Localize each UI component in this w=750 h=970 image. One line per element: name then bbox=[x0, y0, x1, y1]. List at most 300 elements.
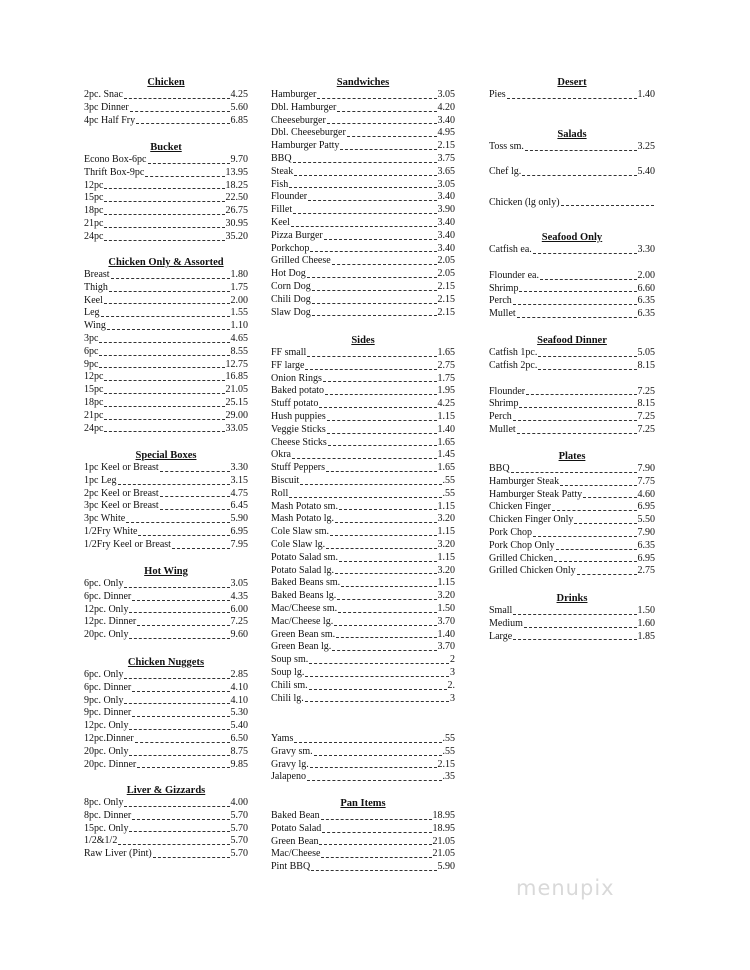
item-price: 1.65 bbox=[437, 436, 455, 448]
leader-dashes bbox=[326, 471, 437, 472]
item-price: 3.30 bbox=[230, 462, 248, 473]
leader-dashes bbox=[289, 187, 436, 188]
leader-dashes bbox=[540, 279, 637, 280]
leader-dashes bbox=[135, 742, 230, 743]
leader-dashes bbox=[325, 394, 436, 395]
item-price: 5.40 bbox=[230, 720, 248, 732]
item-name: Dbl. Cheeseburger bbox=[271, 127, 346, 139]
item-price: 5.90 bbox=[230, 513, 248, 525]
menu-item bbox=[489, 463, 655, 476]
menu-item bbox=[271, 680, 455, 693]
item-name: BBQ bbox=[271, 152, 292, 164]
item-name: 6pc. Dinner bbox=[84, 681, 132, 693]
item-name: Cole Slaw sm. bbox=[271, 526, 330, 538]
section-title: Salads bbox=[557, 129, 587, 140]
section-title: Bucket bbox=[150, 142, 182, 153]
leader-dashes bbox=[327, 420, 437, 421]
leader-dashes bbox=[124, 587, 229, 588]
menu-item bbox=[84, 333, 248, 346]
leader-dashes bbox=[111, 278, 230, 279]
item-price: 1.60 bbox=[637, 617, 655, 629]
item-price: 33.05 bbox=[225, 422, 248, 434]
item-name: Veggie Sticks bbox=[271, 423, 326, 435]
menu-item bbox=[271, 268, 455, 281]
leader-dashes bbox=[332, 264, 437, 265]
menu-item bbox=[489, 308, 655, 321]
section-title: Plates bbox=[558, 451, 586, 462]
leader-dashes bbox=[522, 175, 636, 176]
leader-dashes bbox=[340, 149, 436, 150]
menu-item bbox=[489, 553, 655, 566]
leader-dashes bbox=[104, 380, 224, 381]
menu-item bbox=[489, 540, 655, 553]
item-name: 8pc. Only bbox=[84, 797, 124, 808]
item-name: Potato Salad lg. bbox=[271, 564, 335, 576]
item-price: 18.95 bbox=[432, 810, 455, 821]
item-name: 12pc.Dinner bbox=[84, 732, 134, 744]
leader-dashes bbox=[323, 381, 437, 382]
item-name: Hush puppies bbox=[271, 410, 326, 422]
item-price: 25.15 bbox=[225, 396, 248, 408]
leader-dashes bbox=[137, 767, 229, 768]
leader-dashes bbox=[289, 497, 441, 498]
menu-item bbox=[271, 437, 455, 450]
item-name: 6pc bbox=[84, 345, 99, 357]
leader-dashes bbox=[292, 458, 437, 459]
menu-item bbox=[84, 359, 248, 372]
leader-dashes bbox=[312, 315, 437, 316]
menu-item bbox=[489, 398, 655, 411]
item-name: Hamburger Steak Patty bbox=[489, 488, 583, 500]
menu-item bbox=[84, 695, 248, 708]
item-name: Okra bbox=[271, 449, 291, 461]
menu-item bbox=[489, 411, 655, 424]
item-name: 1/2Fry Keel or Breast bbox=[84, 538, 171, 550]
item-name: 18pc bbox=[84, 205, 104, 217]
menu-item bbox=[271, 526, 455, 539]
leader-dashes bbox=[552, 510, 637, 511]
leader-dashes bbox=[507, 98, 637, 99]
leader-dashes bbox=[130, 111, 230, 112]
item-name: Cheeseburger bbox=[271, 114, 326, 126]
item-price: 4.95 bbox=[437, 127, 455, 139]
menu-item bbox=[84, 307, 248, 320]
menu-item bbox=[271, 115, 455, 128]
menu-item bbox=[271, 243, 455, 256]
menu-item bbox=[84, 604, 248, 617]
item-price: 22.50 bbox=[225, 192, 248, 204]
menu-item bbox=[271, 398, 455, 411]
item-price: 1.75 bbox=[230, 281, 248, 293]
item-name: Thrift Box-9pc bbox=[84, 166, 145, 178]
leader-dashes bbox=[132, 716, 229, 717]
item-price: .35 bbox=[442, 771, 455, 783]
item-price: 1.75 bbox=[437, 372, 455, 384]
leader-dashes bbox=[132, 819, 229, 820]
item-price: 6.60 bbox=[637, 282, 655, 294]
section-title: Sides bbox=[351, 335, 375, 346]
item-price: 2.15 bbox=[437, 306, 455, 318]
menu-item bbox=[84, 669, 248, 682]
menu-item bbox=[271, 191, 455, 204]
item-name: Small bbox=[489, 605, 513, 616]
menu-item bbox=[84, 192, 248, 205]
leader-dashes bbox=[104, 431, 224, 432]
leader-dashes bbox=[321, 819, 432, 820]
item-name: Stuff Peppers bbox=[271, 462, 325, 474]
menu-item bbox=[84, 282, 248, 295]
item-price: 6.00 bbox=[230, 603, 248, 615]
item-price: 7.25 bbox=[230, 616, 248, 628]
item-price: 3.90 bbox=[437, 204, 455, 216]
menu-item bbox=[84, 89, 248, 102]
item-price: 1.55 bbox=[230, 307, 248, 319]
item-price: 4.20 bbox=[437, 101, 455, 113]
leader-dashes bbox=[307, 780, 442, 781]
menu-item bbox=[271, 217, 455, 230]
leader-dashes bbox=[145, 176, 224, 177]
item-price: 5.70 bbox=[230, 809, 248, 821]
menu-section bbox=[489, 76, 655, 102]
leader-dashes bbox=[319, 844, 431, 845]
menu-item bbox=[271, 552, 455, 565]
item-name: Chili sm. bbox=[271, 679, 308, 691]
menu-section bbox=[84, 656, 248, 771]
item-price: 5.90 bbox=[437, 861, 455, 873]
item-price: 8.75 bbox=[230, 745, 248, 757]
menu-item bbox=[84, 488, 248, 501]
leader-dashes bbox=[124, 703, 229, 704]
item-name: Wing bbox=[84, 320, 106, 332]
item-name: 20pc. Only bbox=[84, 629, 129, 641]
item-name: Baked Beans lg. bbox=[271, 590, 337, 602]
item-price: 9.85 bbox=[230, 758, 248, 770]
menu-item bbox=[271, 255, 455, 268]
item-name: Chicken Finger bbox=[489, 501, 551, 513]
item-name: Gravy sm. bbox=[271, 745, 313, 757]
item-name: Cheese Sticks bbox=[271, 436, 327, 448]
item-price: 2.05 bbox=[437, 268, 455, 280]
menu-item bbox=[271, 347, 455, 360]
item-name: Toss sm. bbox=[489, 141, 524, 152]
item-price: 6.35 bbox=[637, 539, 655, 551]
item-price: 1.50 bbox=[637, 605, 655, 616]
item-price: 3.25 bbox=[637, 141, 655, 152]
item-name: 4pc Half Fry bbox=[84, 114, 136, 126]
menu-item bbox=[84, 707, 248, 720]
leader-dashes bbox=[294, 175, 436, 176]
item-name: 3pc bbox=[84, 332, 99, 344]
item-price: 30.95 bbox=[225, 217, 248, 229]
section-title: Drinks bbox=[556, 593, 588, 604]
item-price: .55 bbox=[442, 733, 455, 744]
item-price: 2.05 bbox=[437, 255, 455, 267]
menu-item bbox=[84, 205, 248, 218]
item-name: 2pc Keel or Breast bbox=[84, 487, 159, 499]
item-price: 3.20 bbox=[437, 590, 455, 602]
item-name: Flounder bbox=[271, 191, 308, 203]
menu-item bbox=[271, 475, 455, 488]
section-title: Chicken Only & Assorted bbox=[108, 257, 224, 268]
item-name: Jalapeno bbox=[271, 771, 306, 783]
leader-dashes bbox=[104, 214, 224, 215]
item-name: Mullet bbox=[489, 308, 516, 320]
leader-dashes bbox=[126, 522, 229, 523]
leader-dashes bbox=[309, 689, 447, 690]
item-price: 3.40 bbox=[437, 114, 455, 126]
leader-dashes bbox=[148, 163, 230, 164]
item-price: 3.40 bbox=[437, 229, 455, 241]
item-name: Hamburger Patty bbox=[271, 140, 340, 152]
item-price: 3.05 bbox=[437, 89, 455, 100]
item-name: 3pc Keel or Breast bbox=[84, 500, 159, 512]
item-price: 16.85 bbox=[225, 371, 248, 383]
menu-item bbox=[84, 500, 248, 513]
leader-dashes bbox=[291, 226, 437, 227]
menu-item bbox=[271, 667, 455, 680]
menu-item bbox=[84, 384, 248, 397]
menu-item bbox=[271, 411, 455, 424]
menu-item bbox=[271, 629, 455, 642]
item-price: 4.25 bbox=[437, 398, 455, 410]
item-name: Green Bean bbox=[271, 835, 319, 847]
menu-item bbox=[84, 682, 248, 695]
item-name: Pork Chop bbox=[489, 526, 533, 538]
leader-dashes bbox=[101, 316, 230, 317]
leader-dashes bbox=[317, 98, 436, 99]
menu-item bbox=[271, 810, 455, 823]
item-name: Corn Dog bbox=[271, 280, 311, 292]
item-price: 4.60 bbox=[637, 488, 655, 500]
item-price: 7.95 bbox=[230, 538, 248, 550]
item-price: 1.40 bbox=[437, 423, 455, 435]
item-name: 12pc. Dinner bbox=[84, 616, 137, 628]
item-price: 4.25 bbox=[230, 89, 248, 100]
leader-dashes bbox=[118, 844, 229, 845]
item-name: 20pc. Only bbox=[84, 745, 129, 757]
item-price: 2.75 bbox=[637, 565, 655, 577]
menu-item bbox=[84, 526, 248, 539]
item-name: Flounder ea. bbox=[489, 269, 539, 281]
menu-item bbox=[271, 294, 455, 307]
leader-dashes bbox=[104, 240, 224, 241]
section-title: Desert bbox=[557, 77, 587, 88]
section-title: Chicken bbox=[147, 77, 185, 88]
leader-dashes bbox=[312, 303, 437, 304]
item-price: 2.15 bbox=[437, 280, 455, 292]
item-name: 21pc bbox=[84, 217, 104, 229]
item-name: Pizza Burger bbox=[271, 229, 323, 241]
leader-dashes bbox=[305, 676, 449, 677]
item-price: 4.65 bbox=[230, 332, 248, 344]
item-price: 4.00 bbox=[230, 797, 248, 808]
leader-dashes bbox=[324, 239, 437, 240]
item-name: Breast bbox=[84, 269, 110, 280]
item-name: Pies bbox=[489, 89, 506, 100]
menu-item bbox=[84, 629, 248, 642]
menu-item bbox=[84, 616, 248, 629]
item-name: Stuff potato bbox=[271, 398, 319, 410]
item-price: 2.00 bbox=[230, 294, 248, 306]
leader-dashes bbox=[338, 612, 436, 613]
item-name: Potato Salad sm. bbox=[271, 551, 338, 563]
menu-item bbox=[84, 371, 248, 384]
item-price: 9.60 bbox=[230, 629, 248, 641]
leader-dashes bbox=[309, 663, 449, 664]
leader-dashes bbox=[160, 496, 230, 497]
menu-item bbox=[84, 410, 248, 423]
leader-dashes bbox=[335, 573, 436, 574]
item-price: 6.85 bbox=[230, 114, 248, 126]
item-name: Green Bean sm. bbox=[271, 628, 336, 640]
item-name: 1pc Leg bbox=[84, 474, 117, 486]
leader-dashes bbox=[99, 367, 224, 368]
menu-item bbox=[489, 197, 655, 210]
item-name: Roll bbox=[271, 487, 289, 499]
item-price: 2 bbox=[450, 654, 455, 666]
leader-dashes bbox=[310, 767, 437, 768]
item-price: 1.15 bbox=[437, 551, 455, 563]
menu-item bbox=[84, 797, 248, 810]
menu-item bbox=[271, 641, 455, 654]
item-price: 4.10 bbox=[230, 694, 248, 706]
menu-item bbox=[271, 307, 455, 320]
item-name: Perch bbox=[489, 411, 512, 423]
item-price: 18.95 bbox=[432, 822, 455, 834]
leader-dashes bbox=[104, 201, 224, 202]
item-price: 4.75 bbox=[230, 487, 248, 499]
item-price: 7.25 bbox=[637, 423, 655, 435]
menu-section bbox=[84, 256, 248, 435]
item-price: 1.95 bbox=[437, 385, 455, 397]
leader-dashes bbox=[554, 561, 636, 562]
item-name: 12pc. Only bbox=[84, 603, 129, 615]
item-name: Soup lg. bbox=[271, 666, 305, 678]
section-title: Seafood Dinner bbox=[537, 335, 607, 346]
item-price: 1.80 bbox=[230, 269, 248, 280]
menu-item bbox=[271, 759, 455, 772]
menu-item bbox=[271, 385, 455, 398]
item-name: Econo Box-6pc bbox=[84, 154, 147, 165]
item-name: Mullet bbox=[489, 423, 516, 435]
leader-dashes bbox=[160, 471, 230, 472]
menu-item bbox=[271, 616, 455, 629]
item-name: Steak bbox=[271, 165, 294, 177]
item-name: Mac/Cheese sm. bbox=[271, 602, 338, 614]
menu-item bbox=[84, 746, 248, 759]
item-name: Onion Rings bbox=[271, 372, 322, 384]
leader-dashes bbox=[513, 639, 636, 640]
leader-dashes bbox=[341, 586, 436, 587]
item-price: 2. bbox=[447, 679, 455, 691]
leader-dashes bbox=[293, 213, 436, 214]
menu-item bbox=[271, 102, 455, 115]
section-title: Sandwiches bbox=[336, 77, 390, 88]
section-title: Liver & Gizzards bbox=[126, 785, 206, 796]
item-price: 13.95 bbox=[225, 166, 248, 178]
leader-dashes bbox=[300, 484, 441, 485]
item-price: 35.20 bbox=[225, 230, 248, 242]
item-name: Gravy lg. bbox=[271, 758, 309, 770]
menu-section bbox=[489, 592, 655, 643]
menu-item bbox=[489, 424, 655, 437]
menu-item bbox=[271, 488, 455, 501]
item-name: Keel bbox=[84, 294, 103, 306]
item-price: 6.35 bbox=[637, 295, 655, 307]
menu-item bbox=[271, 281, 455, 294]
item-name: Chef lg. bbox=[489, 165, 522, 177]
menu-section bbox=[84, 565, 248, 642]
menu-item bbox=[489, 605, 655, 618]
menu-item bbox=[84, 823, 248, 836]
item-price: 12.75 bbox=[225, 358, 248, 370]
menu-section bbox=[271, 76, 455, 319]
item-name: Mash Potato sm. bbox=[271, 500, 338, 512]
menu-item bbox=[271, 179, 455, 192]
menu-item bbox=[489, 244, 655, 257]
item-price: 7.90 bbox=[637, 463, 655, 474]
leader-dashes bbox=[305, 701, 449, 702]
leader-dashes bbox=[583, 497, 636, 498]
item-name: Grilled Cheese bbox=[271, 255, 331, 267]
leader-dashes bbox=[109, 291, 230, 292]
item-price: 2.15 bbox=[437, 758, 455, 770]
menu-item bbox=[84, 180, 248, 193]
menu-section bbox=[489, 450, 655, 578]
menu-section bbox=[84, 784, 248, 861]
menu-item bbox=[271, 848, 455, 861]
leader-dashes bbox=[337, 111, 436, 112]
leader-dashes bbox=[328, 445, 437, 446]
leader-dashes bbox=[118, 484, 230, 485]
item-name: Raw Liver (Pint) bbox=[84, 848, 152, 860]
item-name: Cole Slaw lg. bbox=[271, 538, 326, 550]
menu-item bbox=[489, 501, 655, 514]
menu-item bbox=[271, 501, 455, 514]
menu-item bbox=[271, 693, 455, 706]
item-price: 1.15 bbox=[437, 410, 455, 422]
menu-item bbox=[271, 577, 455, 590]
leader-dashes bbox=[538, 369, 636, 370]
menu-item bbox=[84, 848, 248, 861]
item-price: 8.15 bbox=[637, 398, 655, 410]
item-name: 1/2&1/2 bbox=[84, 835, 118, 847]
item-price: 3.15 bbox=[230, 474, 248, 486]
item-price: 2.75 bbox=[437, 359, 455, 371]
item-name: 18pc bbox=[84, 396, 104, 408]
leader-dashes bbox=[524, 627, 637, 628]
item-name: Baked potato bbox=[271, 385, 325, 397]
item-price: 8.15 bbox=[637, 359, 655, 371]
menu-item bbox=[271, 424, 455, 437]
item-price: .55 bbox=[442, 487, 455, 499]
item-name: Slaw Dog bbox=[271, 306, 311, 318]
menu-item bbox=[271, 654, 455, 667]
section-title: Hot Wing bbox=[144, 566, 188, 577]
menu-section bbox=[489, 128, 655, 209]
item-price: 1.85 bbox=[637, 630, 655, 642]
item-name: Mac/Cheese bbox=[271, 848, 321, 860]
leader-dashes bbox=[560, 485, 636, 486]
item-name: Mac/Cheese lg. bbox=[271, 615, 334, 627]
item-name: 12pc bbox=[84, 179, 104, 191]
item-price: 3.05 bbox=[437, 178, 455, 190]
item-price: 5.50 bbox=[637, 514, 655, 526]
item-name: 15pc. Only bbox=[84, 822, 129, 834]
menu-item bbox=[84, 578, 248, 591]
item-price: 2.15 bbox=[437, 140, 455, 152]
item-name: 24pc bbox=[84, 422, 104, 434]
